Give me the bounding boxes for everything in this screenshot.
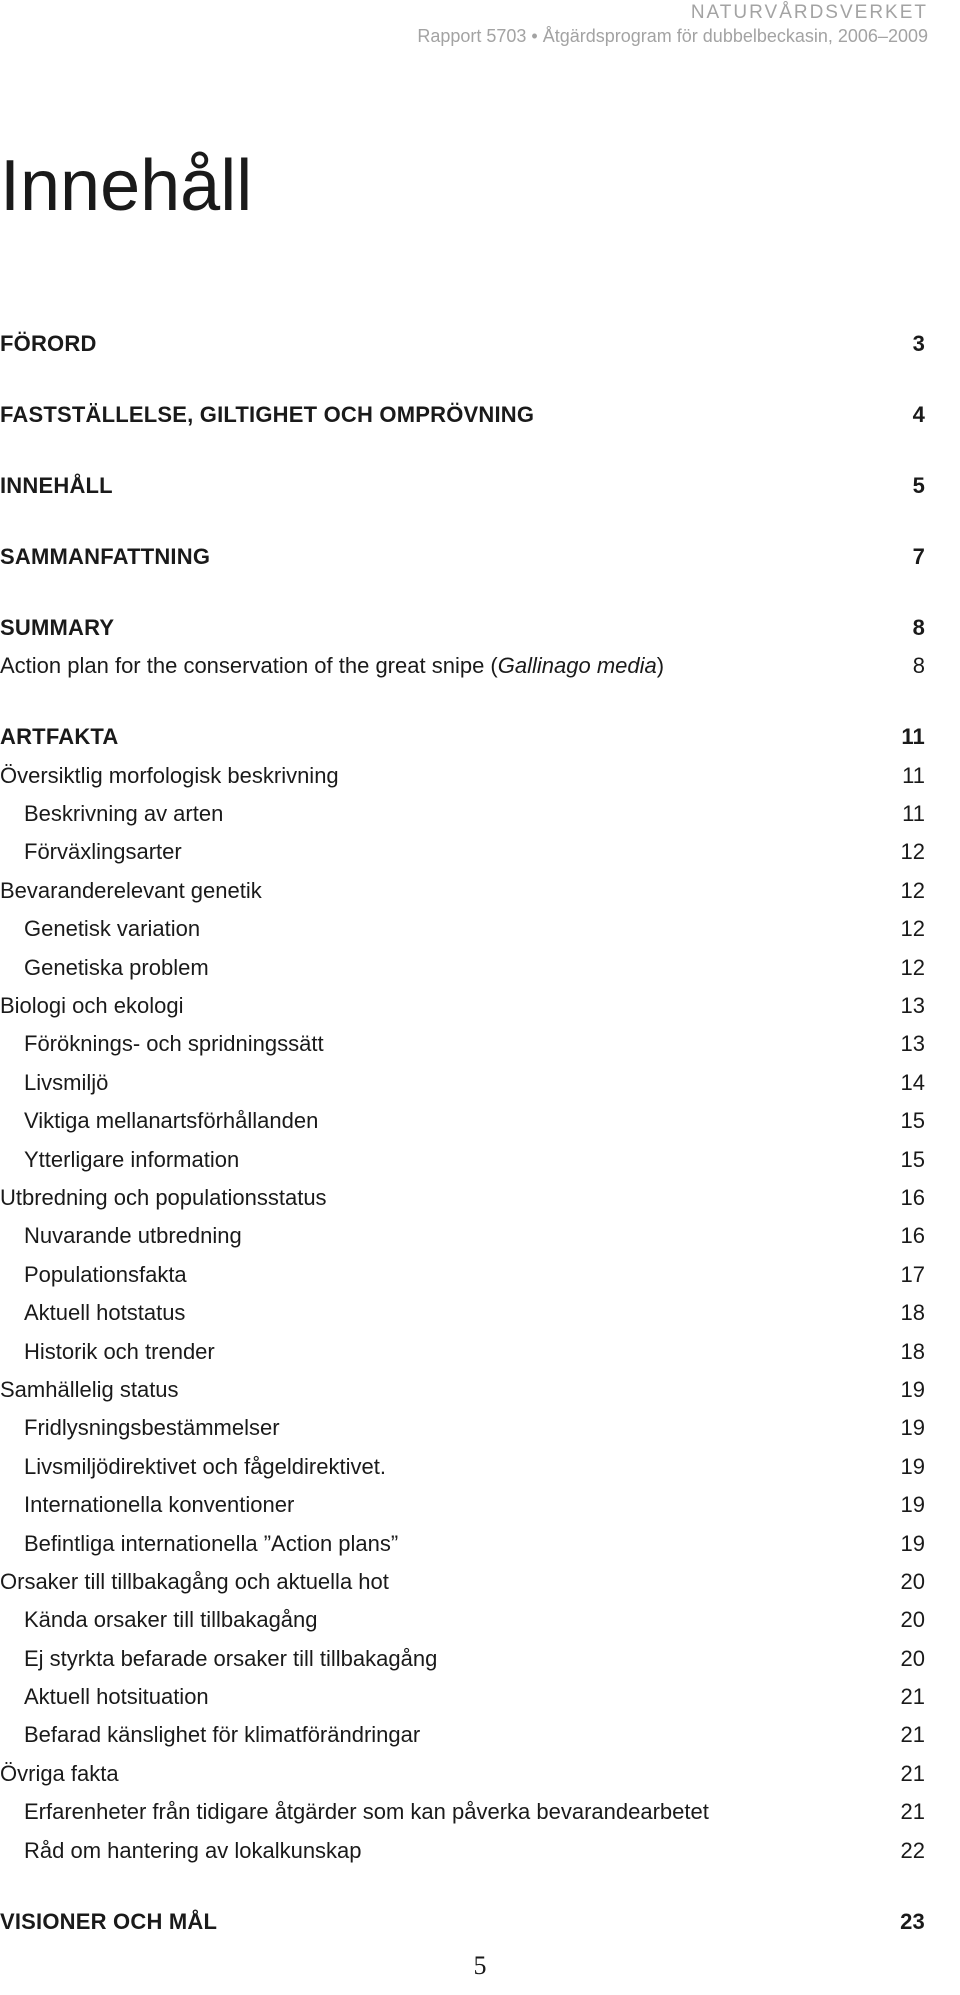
toc-label: Livsmiljö [24, 1069, 109, 1095]
toc-entry[interactable] [0, 1755, 925, 1793]
toc-page-number: 11 [902, 762, 925, 788]
toc-subentry[interactable] [0, 1217, 925, 1255]
toc-page-number: 3 [912, 331, 925, 356]
toc-page-number: 4 [912, 401, 925, 427]
toc-label: Erfarenheter från tidigare åtgärder som kan påverka bevarandearbetet [24, 1799, 709, 1825]
toc-subentry[interactable] [0, 1409, 925, 1447]
toc-page-number: 20 [900, 1607, 925, 1633]
toc-label: Historik och trender [24, 1338, 215, 1364]
toc-subentry[interactable] [0, 1102, 925, 1140]
toc-subentry[interactable] [0, 949, 925, 987]
toc-label: FÖRORD [0, 331, 97, 356]
toc-label: SUMMARY [0, 614, 115, 640]
toc-label: Livsmiljödirektivet och fågeldirektivet. [24, 1453, 386, 1479]
toc-page-number: 11 [902, 801, 925, 827]
toc-label: Förväxlingsarter [24, 839, 182, 865]
toc-page-number: 16 [900, 1223, 925, 1249]
toc-page-number: 12 [900, 877, 925, 903]
toc-subentry[interactable] [0, 1064, 925, 1102]
toc-chapter-innehall[interactable] [0, 467, 925, 505]
toc-label: Internationella konventioner [24, 1492, 295, 1518]
toc-subentry[interactable] [0, 1141, 925, 1179]
toc-page-number: 21 [900, 1760, 925, 1786]
toc-subentry[interactable] [0, 1486, 925, 1524]
toc-label: Genetisk variation [24, 916, 201, 942]
toc-subentry[interactable] [0, 1525, 925, 1563]
toc-subentry[interactable] [0, 795, 925, 833]
toc-page-number: 20 [900, 1568, 925, 1594]
toc-chapter-forord[interactable] [0, 325, 925, 363]
toc-label: INNEHÅLL [0, 472, 113, 498]
toc-page-number: 13 [900, 1031, 925, 1057]
toc-page-number: 20 [900, 1645, 925, 1671]
toc-label [0, 647, 664, 685]
toc-page-number: 19 [900, 1376, 925, 1402]
toc-label: Viktiga mellanartsförhållanden [24, 1108, 319, 1134]
toc-subentry[interactable] [0, 1333, 925, 1371]
toc-page-number: 19 [900, 1415, 925, 1441]
toc-page-number: 19 [900, 1492, 925, 1518]
toc-subentry[interactable] [0, 1448, 925, 1486]
toc-label: Populationsfakta [24, 1261, 187, 1287]
toc-entry[interactable] [0, 987, 925, 1025]
toc-entry[interactable] [0, 872, 925, 910]
toc-entry[interactable] [0, 757, 925, 795]
toc-page-number: 12 [900, 916, 925, 942]
toc-label: Föröknings- och spridningssätt [24, 1031, 324, 1057]
toc-page-number: 15 [900, 1108, 925, 1134]
toc-entry[interactable] [0, 1371, 925, 1409]
toc-label: Samhällelig status [0, 1376, 179, 1402]
toc-label: FASTSTÄLLELSE, GILTIGHET OCH OMPRÖVNING [0, 401, 535, 427]
toc-page-number: 21 [900, 1799, 925, 1825]
toc-subentry[interactable] [0, 833, 925, 871]
toc-page-number: 23 [900, 1908, 925, 1934]
toc-page-number: 12 [900, 954, 925, 980]
toc-subentry[interactable] [0, 1716, 925, 1754]
toc-label: Bevaranderelevant genetik [0, 877, 262, 903]
toc-subentry[interactable] [0, 1793, 925, 1831]
toc-subentry[interactable] [0, 1294, 925, 1332]
toc-subentry[interactable] [0, 1025, 925, 1063]
page-number-footer: 5 [473, 1951, 487, 1980]
toc-subentry[interactable] [0, 1832, 925, 1870]
toc-page-number: 12 [900, 839, 925, 865]
toc-page-number: 8 [912, 653, 925, 679]
toc-page-number: 5 [912, 472, 925, 498]
running-header [417, 0, 928, 48]
toc-label: Övriga fakta [0, 1760, 119, 1786]
toc-label: VISIONER OCH MÅL [0, 1908, 218, 1934]
toc-label: Aktuell hotstatus [24, 1300, 186, 1326]
toc-label: Orsaker till tillbakagång och aktuella hot [0, 1568, 389, 1594]
toc-label: Ytterligare information [24, 1146, 240, 1172]
toc-page-number: 19 [900, 1453, 925, 1479]
toc-label: Genetiska problem [24, 954, 209, 980]
toc-page-number: 18 [900, 1300, 925, 1326]
toc-subentry[interactable] [0, 1678, 925, 1716]
page-title: Innehåll [0, 146, 253, 226]
toc-page-number: 16 [900, 1185, 925, 1210]
toc-subentry[interactable] [0, 910, 925, 948]
toc-chapter-faststallelse[interactable] [0, 396, 925, 434]
toc-label: Befintliga internationella ”Action plans” [24, 1530, 399, 1556]
report-line: Rapport 5703 • Åtgärdsprogram för dubbelbeckasin, 2006–2009 [417, 26, 928, 46]
toc-page-number: 19 [900, 1530, 925, 1556]
toc-chapter-visioner[interactable] [0, 1903, 925, 1941]
toc-chapter-sammanfattning[interactable] [0, 538, 925, 576]
toc-page-number: 17 [900, 1261, 925, 1287]
toc-label-text: ) [656, 653, 665, 679]
toc-page-number: 8 [912, 614, 925, 640]
toc-subentry[interactable] [0, 1601, 925, 1639]
toc-label-species: Gallinago media [497, 653, 657, 679]
toc-label-text: Action plan for the conservation of the great snipe ( [0, 653, 498, 679]
toc-page-number: 14 [900, 1069, 925, 1095]
toc-page-number: 11 [901, 724, 925, 750]
toc-page-number: 22 [900, 1837, 925, 1863]
toc-label: Fridlysningsbestämmelser [24, 1415, 280, 1441]
toc-page-number: 7 [912, 543, 925, 569]
toc-label: Befarad känslighet för klimatförändringar [24, 1722, 421, 1748]
toc-label: Biologi och ekologi [0, 993, 184, 1019]
toc-page-number: 15 [900, 1146, 925, 1172]
toc-entry-action-plan[interactable] [0, 647, 925, 685]
toc-page-number: 13 [900, 993, 925, 1019]
toc-label: Nuvarande utbredning [24, 1223, 242, 1249]
toc-chapter-artfakta[interactable] [0, 718, 925, 756]
toc-subentry[interactable] [0, 1640, 925, 1678]
toc-label: Ej styrkta befarade orsaker till tillbakagång [24, 1645, 438, 1671]
toc-label: Råd om hantering av lokalkunskap [24, 1837, 362, 1863]
toc-label: Beskrivning av arten [24, 801, 224, 827]
toc-page-number: 21 [900, 1684, 925, 1710]
toc-label: Aktuell hotsituation [24, 1684, 209, 1710]
toc-page-number: 21 [900, 1722, 925, 1748]
toc-label: Kända orsaker till tillbakagång [24, 1607, 318, 1633]
toc-label: SAMMANFATTNING [0, 543, 211, 569]
toc-chapter-summary[interactable] [0, 609, 925, 647]
organization-name: NATURVÅRDSVERKET [690, 2, 928, 23]
toc-page-number: 18 [900, 1338, 925, 1364]
toc-entry[interactable] [0, 1563, 925, 1601]
toc-label: Utbredning och populationsstatus [0, 1185, 327, 1210]
table-of-contents [0, 325, 925, 1941]
toc-subentry[interactable] [0, 1256, 925, 1294]
toc-entry[interactable] [0, 1179, 925, 1217]
toc-label: Översiktlig morfologisk beskrivning [0, 762, 339, 788]
toc-label: ARTFAKTA [0, 724, 119, 750]
